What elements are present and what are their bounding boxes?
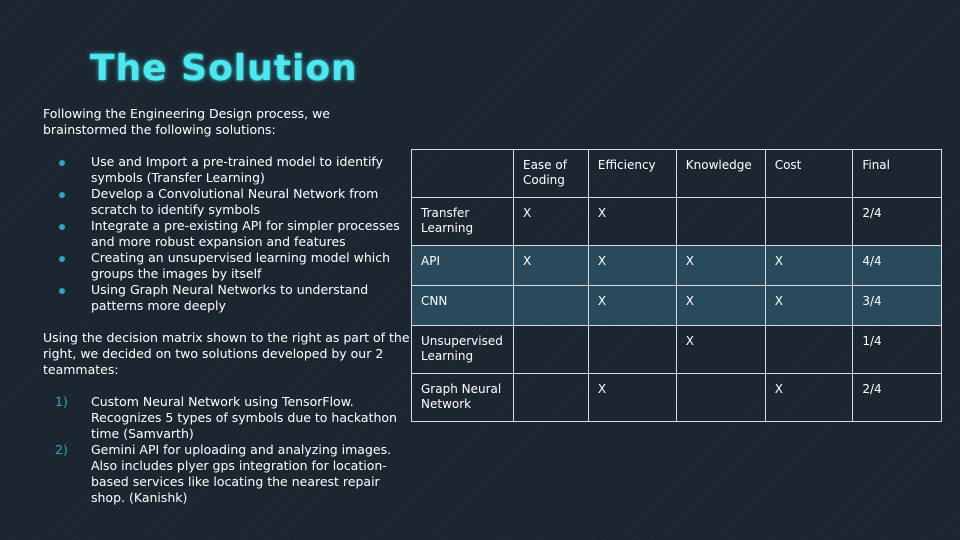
header-cell: Cost	[765, 150, 853, 198]
table-cell: X	[676, 286, 765, 326]
table-row	[412, 198, 942, 246]
table-row	[412, 246, 942, 286]
table-cell: X	[588, 286, 676, 326]
table-cell: X	[513, 246, 588, 286]
list-item-text: Creating an unsupervised learning model which groups the images by itself	[91, 250, 391, 281]
table-cell: X	[765, 374, 853, 422]
row-label-cell: Unsupervised Learning	[412, 326, 514, 374]
table-cell	[765, 326, 853, 374]
list-item	[43, 186, 413, 218]
header-cell	[412, 150, 514, 198]
list-item	[43, 218, 413, 250]
intro-paragraph: Following the Engineering Design process, we brainstormed the following solutions:	[43, 106, 330, 137]
table-row	[412, 326, 942, 374]
list-item	[43, 282, 413, 314]
table-cell	[765, 198, 853, 246]
bullet-dot-icon	[59, 160, 65, 166]
list-item-text: Integrate a pre-existing API for simpler processes and more robust expansion and features	[91, 218, 400, 249]
header-cell: Ease of Coding	[513, 150, 588, 198]
decision-paragraph: Using the decision matrix shown to the right as part of the right, we decided on two solutions developed by our 2 teammates:	[43, 330, 410, 377]
bullet-dot-icon	[59, 288, 65, 294]
left-text-column	[43, 106, 413, 506]
header-cell: Efficiency	[588, 150, 676, 198]
list-item-text: Gemini API for uploading and analyzing images. Also includes plyer gps integration for location-based services like locating the nearest repair shop. (Kanishk)	[91, 442, 392, 505]
decision-matrix-table	[411, 149, 942, 422]
row-label-cell: Transfer Learning	[412, 198, 514, 246]
list-item	[43, 154, 413, 186]
final-score-cell: 2/4	[853, 374, 942, 422]
table-cell	[513, 326, 588, 374]
final-score-cell: 2/4	[853, 198, 942, 246]
final-score-cell: 1/4	[853, 326, 942, 374]
table-cell	[513, 286, 588, 326]
header-cell: Final	[853, 150, 942, 198]
table-cell: X	[676, 326, 765, 374]
table-cell: X	[765, 286, 853, 326]
bullet-dot-icon	[59, 256, 65, 262]
list-item	[43, 250, 413, 282]
table-cell: X	[588, 198, 676, 246]
bullet-dot-icon	[59, 192, 65, 198]
table-row	[412, 374, 942, 422]
table-cell: X	[588, 246, 676, 286]
list-item-text: Using Graph Neural Networks to understand patterns more deeply	[91, 282, 369, 313]
table-header-row	[412, 150, 942, 198]
table-cell	[588, 326, 676, 374]
list-number: 2)	[55, 442, 68, 457]
slide-title: The Solution	[90, 48, 358, 89]
table-cell: X	[765, 246, 853, 286]
solutions-list	[43, 154, 413, 314]
table-cell: X	[513, 198, 588, 246]
table-row	[412, 286, 942, 326]
bullet-dot-icon	[59, 224, 65, 230]
list-item-text: Use and Import a pre-trained model to identify symbols (Transfer Learning)	[91, 154, 383, 185]
header-cell: Knowledge	[676, 150, 765, 198]
chosen-solutions-list	[43, 394, 413, 506]
final-score-cell: 3/4	[853, 286, 942, 326]
list-item-text: Custom Neural Network using TensorFlow. Recognizes 5 types of symbols due to hackathon time (Samvarth)	[91, 394, 397, 441]
row-label-cell: API	[412, 246, 514, 286]
table-cell: X	[588, 374, 676, 422]
list-number: 1)	[55, 394, 68, 409]
table-cell	[513, 374, 588, 422]
final-score-cell: 4/4	[853, 246, 942, 286]
table-cell: X	[676, 246, 765, 286]
list-item	[43, 442, 413, 506]
row-label-cell: Graph Neural Network	[412, 374, 514, 422]
table-cell	[676, 374, 765, 422]
row-label-cell: CNN	[412, 286, 514, 326]
table-cell	[676, 198, 765, 246]
list-item	[43, 394, 413, 442]
list-item-text: Develop a Convolutional Neural Network from scratch to identify symbols	[91, 186, 379, 217]
